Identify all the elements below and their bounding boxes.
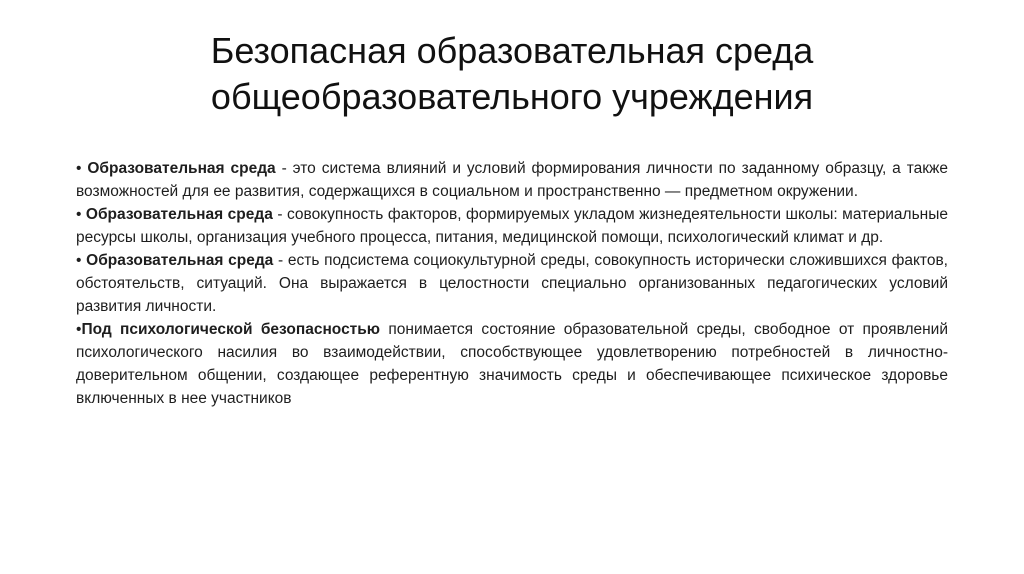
definition-paragraph-3 xyxy=(76,249,948,318)
definition-term: Образовательная среда xyxy=(87,160,276,177)
slide-body xyxy=(76,157,948,410)
slide-title-line-2: общеобразовательного учреждения xyxy=(210,76,814,117)
definition-term: Образовательная среда xyxy=(86,252,274,269)
bullet: • xyxy=(76,206,86,223)
bullet: • xyxy=(76,160,88,177)
bullet: • xyxy=(76,321,82,338)
definition-text: - это система влияний и условий формирования личности по заданному образцу, а также возможностей для ее развития, содержащихся в социальном и пространственно — предметном окружении. xyxy=(76,160,949,200)
definition-text: - совокупность факторов, формируемых укладом жизнедеятельности школы: материальные ресурсы школы, организация учебного процесса, питания, медицинской помощи, психологический климат и др. xyxy=(76,206,948,246)
definition-paragraph-1 xyxy=(76,157,948,203)
bullet: • xyxy=(76,252,87,269)
definition-text: - есть подсистема социокультурной среды, совокупность исторически сложившихся фактов, обстоятельств, ситуаций. Она выражается в целостности специально организованных педагогических условий развития личности. xyxy=(76,252,948,315)
definition-text: понимается состояние образовательной среды, свободное от проявлений психологического насилия во взаимодействии, способствующее удовлетворению потребностей в личностно-доверительном общении, создающее референтную значимость среды и обеспечивающее психическое здоровье включенных в нее участников xyxy=(76,321,948,407)
definition-term: Образовательная среда xyxy=(85,206,273,223)
slide-title-line-1: Безопасная образовательная среда xyxy=(210,30,814,71)
slide-title xyxy=(90,28,934,120)
definition-term: Под психологической безопасностью xyxy=(81,321,381,338)
definition-paragraph-4 xyxy=(76,318,948,410)
definition-paragraph-2 xyxy=(76,203,948,249)
